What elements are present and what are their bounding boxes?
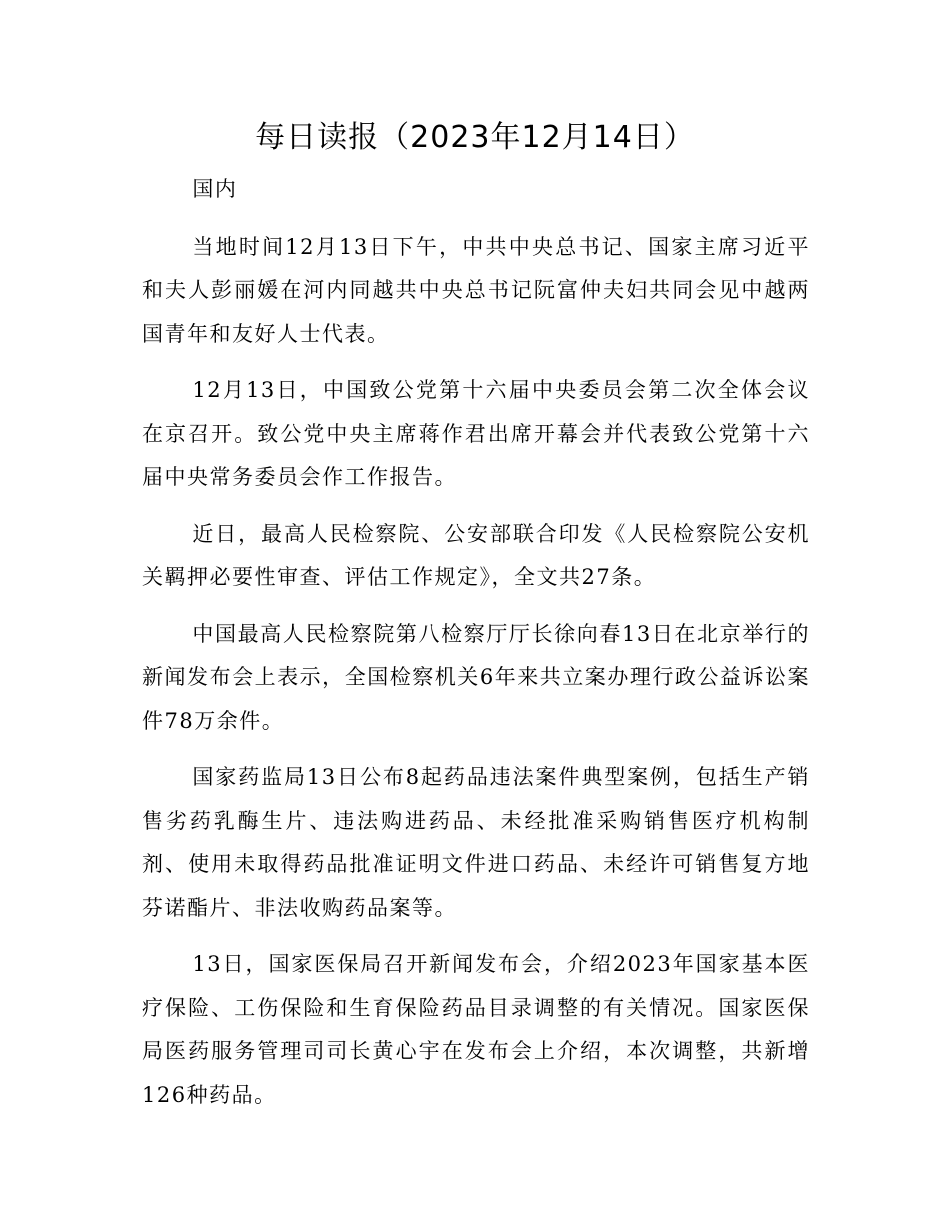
news-paragraph: 中国最高人民检察院第八检察厅厅长徐向春13日在北京举行的新闻发布会上表示，全国检察机关6年来共立案办理行政公益诉讼案件78万余件。 bbox=[142, 621, 810, 733]
news-paragraph: 13日，国家医保局召开新闻发布会，介绍2023年国家基本医疗保险、工伤保险和生育保险药品目录调整的有关情况。国家医保局医药服务管理司司长黄心宇在发布会上介绍，本次调整，共新增126种药品。 bbox=[142, 952, 810, 1107]
news-paragraph: 国家药监局13日公布8起药品违法案件典型案例，包括生产销售劣药乳酶生片、违法购进药品、未经批准采购销售医疗机构制剂、使用未取得药品批准证明文件进口药品、未经许可销售复方地芬诺酯片、非法收购药品案等。 bbox=[142, 765, 810, 920]
news-paragraph: 近日，最高人民检察院、公安部联合印发《人民检察院公安机关羁押必要性审查、评估工作规定》，全文共27条。 bbox=[142, 521, 810, 589]
section-heading: 国内 bbox=[192, 177, 238, 201]
news-paragraph: 12月13日，中国致公党第十六届中央委员会第二次全体会议在京召开。致公党中央主席蒋作君出席开幕会并代表致公党第十六届中央常务委员会作工作报告。 bbox=[142, 378, 810, 489]
news-paragraph: 当地时间12月13日下午，中共中央总书记、国家主席习近平和夫人彭丽媛在河内同越共中央总书记阮富仲夫妇共同会见中越两国青年和友好人士代表。 bbox=[142, 234, 810, 346]
document-body bbox=[142, 168, 810, 1130]
page-title: 每日读报（2023年12月14日） bbox=[255, 120, 695, 155]
